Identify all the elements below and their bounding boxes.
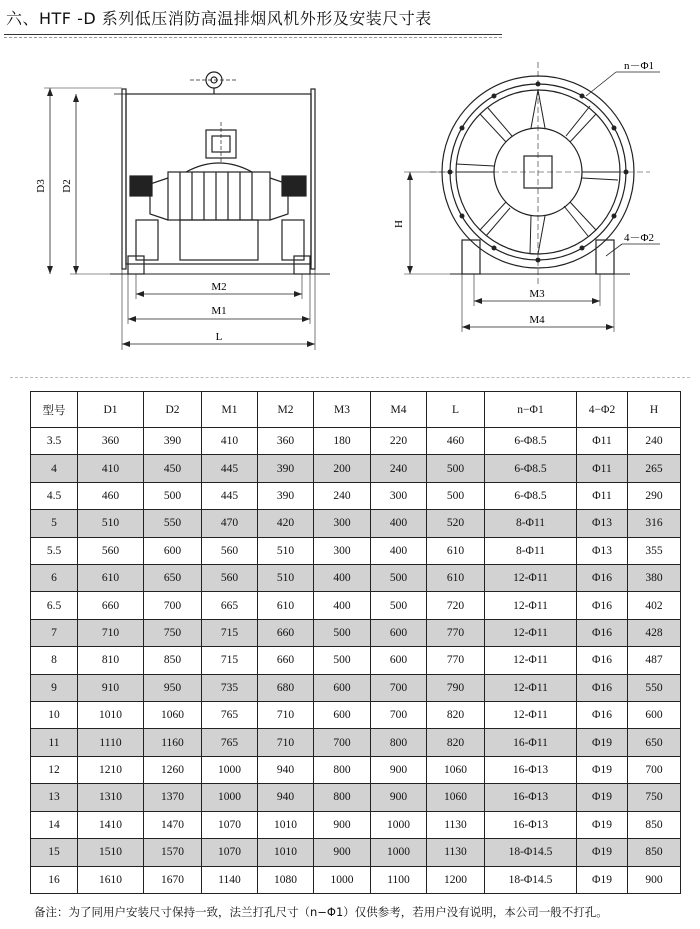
table-cell: 770: [427, 647, 485, 674]
table-cell: 1010: [258, 811, 314, 838]
table-cell: 900: [314, 839, 371, 866]
column-header: D1: [78, 392, 144, 428]
table-row: [31, 839, 681, 866]
table-cell: 16: [31, 866, 78, 894]
column-header: M2: [258, 392, 314, 428]
table-cell: 560: [202, 565, 258, 592]
table-cell: 500: [314, 647, 371, 674]
table-cell: 14: [31, 811, 78, 838]
table-cell: 1130: [427, 811, 485, 838]
table-cell: 460: [427, 428, 485, 455]
table-cell: 790: [427, 674, 485, 701]
table-cell: Φ13: [577, 537, 628, 564]
table-cell: 1000: [371, 811, 427, 838]
table-cell: 6-Φ8.5: [485, 455, 577, 482]
table-cell: 850: [628, 839, 681, 866]
label-h: H: [393, 220, 405, 228]
table-cell: 12-Φ11: [485, 674, 577, 701]
table-cell: 18-Φ14.5: [485, 866, 577, 894]
table-cell: Φ16: [577, 592, 628, 619]
table-cell: 710: [78, 619, 144, 646]
table-cell: 16-Φ13: [485, 784, 577, 811]
table-cell: 265: [628, 455, 681, 482]
table-cell: 18-Φ14.5: [485, 839, 577, 866]
table-row: [31, 811, 681, 838]
table-cell: 400: [371, 510, 427, 537]
table-row: [31, 866, 681, 894]
table-cell: 16-Φ11: [485, 729, 577, 756]
table-cell: 1470: [144, 811, 202, 838]
table-row: [31, 510, 681, 537]
table-cell: 445: [202, 482, 258, 509]
table-cell: 550: [628, 674, 681, 701]
table-cell: 240: [628, 428, 681, 455]
table-cell: 765: [202, 729, 258, 756]
table-cell: 220: [371, 428, 427, 455]
table-cell: Φ16: [577, 647, 628, 674]
dimension-table: [30, 391, 681, 894]
table-cell: 850: [144, 647, 202, 674]
table-cell: 360: [78, 428, 144, 455]
table-cell: 290: [628, 482, 681, 509]
table-cell: 400: [371, 537, 427, 564]
table-cell: 550: [144, 510, 202, 537]
table-cell: 900: [314, 811, 371, 838]
table-cell: 1140: [202, 866, 258, 894]
table-cell: 710: [258, 702, 314, 729]
table-cell: 700: [314, 729, 371, 756]
table-cell: 700: [144, 592, 202, 619]
table-cell: 380: [628, 565, 681, 592]
table-cell: 1060: [144, 702, 202, 729]
table-cell: 610: [427, 537, 485, 564]
table-cell: 500: [371, 565, 427, 592]
table-cell: 940: [258, 784, 314, 811]
table-cell: Φ19: [577, 839, 628, 866]
table-cell: 200: [314, 455, 371, 482]
foot-right-front: [596, 240, 614, 274]
table-cell: 1000: [371, 839, 427, 866]
table-cell: 500: [371, 592, 427, 619]
column-header: H: [628, 392, 681, 428]
table-cell: 1080: [258, 866, 314, 894]
table-cell: 900: [628, 866, 681, 894]
table-cell: 800: [314, 756, 371, 783]
table-cell: 910: [78, 674, 144, 701]
table-cell: 5: [31, 510, 78, 537]
table-row: [31, 482, 681, 509]
left-flange: [122, 89, 126, 269]
table-cell: 665: [202, 592, 258, 619]
table-cell: 16-Φ13: [485, 811, 577, 838]
column-header: M3: [314, 392, 371, 428]
table-cell: 1000: [202, 784, 258, 811]
table-cell: Φ16: [577, 702, 628, 729]
table-cell: 720: [427, 592, 485, 619]
table-cell: 735: [202, 674, 258, 701]
motor-mount-left: [130, 176, 152, 196]
label-4-phi2: 4－Φ2: [624, 232, 655, 244]
table-cell: Φ19: [577, 756, 628, 783]
table-cell: Φ13: [577, 510, 628, 537]
table-cell: 240: [371, 455, 427, 482]
table-cell: 6-Φ8.5: [485, 428, 577, 455]
table-cell: 810: [78, 647, 144, 674]
table-row: [31, 537, 681, 564]
table-cell: 500: [427, 482, 485, 509]
table-cell: 390: [258, 482, 314, 509]
column-header: D2: [144, 392, 202, 428]
foot-left-front: [462, 240, 480, 274]
table-cell: 7: [31, 619, 78, 646]
table-cell: 1100: [371, 866, 427, 894]
table-cell: 390: [258, 455, 314, 482]
table-cell: Φ16: [577, 565, 628, 592]
table-cell: 300: [314, 510, 371, 537]
label-m1: M1: [211, 305, 227, 317]
title-underline: [4, 34, 502, 35]
table-cell: 1610: [78, 866, 144, 894]
table-cell: 1010: [78, 702, 144, 729]
table-cell: 900: [371, 756, 427, 783]
table-cell: 16-Φ13: [485, 756, 577, 783]
table-cell: 500: [144, 482, 202, 509]
table-cell: 355: [628, 537, 681, 564]
table-cell: 1510: [78, 839, 144, 866]
table-cell: 410: [78, 455, 144, 482]
table-cell: 600: [371, 619, 427, 646]
table-row: [31, 729, 681, 756]
page-title: 六、HTF -D 系列低压消防高温排烟风机外形及安装尺寸表: [6, 9, 432, 28]
title-underline-dashed: [4, 37, 502, 38]
table-row: [31, 756, 681, 783]
table-row: [31, 565, 681, 592]
table-cell: 700: [628, 756, 681, 783]
column-header: 型号: [31, 392, 78, 428]
table-cell: 180: [314, 428, 371, 455]
table-cell: 450: [144, 455, 202, 482]
table-cell: 9: [31, 674, 78, 701]
table-cell: 1060: [427, 756, 485, 783]
table-cell: 11: [31, 729, 78, 756]
table-cell: 1060: [427, 784, 485, 811]
table-cell: 800: [371, 729, 427, 756]
table-cell: 560: [78, 537, 144, 564]
table-cell: 510: [258, 565, 314, 592]
table-cell: 300: [371, 482, 427, 509]
table-cell: 1670: [144, 866, 202, 894]
fan-dimension-drawings: [0, 44, 700, 380]
footnote: 备注：为了同用户安装尺寸保持一致，法兰打孔尺寸（n−Φ1）仅供参考，若用户没有说明，本公司一般不打孔。: [34, 905, 608, 919]
table-cell: Φ19: [577, 866, 628, 894]
table-cell: 1210: [78, 756, 144, 783]
table-cell: 400: [314, 592, 371, 619]
table-cell: 402: [628, 592, 681, 619]
table-row: [31, 592, 681, 619]
label-d2: D2: [61, 179, 73, 193]
table-cell: 410: [202, 428, 258, 455]
table-cell: 12-Φ11: [485, 619, 577, 646]
table-row: [31, 647, 681, 674]
table-cell: 10: [31, 702, 78, 729]
table-row: [31, 702, 681, 729]
table-cell: 460: [78, 482, 144, 509]
table-cell: 700: [371, 674, 427, 701]
table-cell: 6-Φ8.5: [485, 482, 577, 509]
table-cell: 8: [31, 647, 78, 674]
table-cell: 770: [427, 619, 485, 646]
table-row: [31, 619, 681, 646]
table-cell: 1200: [427, 866, 485, 894]
table-cell: 600: [371, 647, 427, 674]
table-cell: 300: [314, 537, 371, 564]
table-cell: 15: [31, 839, 78, 866]
table-row: [31, 455, 681, 482]
table-cell: 1000: [314, 866, 371, 894]
foot-right: [294, 256, 310, 274]
section-divider: [10, 377, 690, 378]
table-cell: 660: [258, 619, 314, 646]
table-cell: 445: [202, 455, 258, 482]
table-cell: 560: [202, 537, 258, 564]
right-flange: [311, 89, 315, 269]
table-cell: 715: [202, 647, 258, 674]
table-cell: 700: [371, 702, 427, 729]
table-cell: 6.5: [31, 592, 78, 619]
table-cell: 510: [78, 510, 144, 537]
table-cell: Φ19: [577, 811, 628, 838]
table-cell: 240: [314, 482, 371, 509]
table-cell: 12-Φ11: [485, 647, 577, 674]
table-cell: 510: [258, 537, 314, 564]
motor-body: [168, 172, 270, 220]
table-cell: 715: [202, 619, 258, 646]
table-cell: 1070: [202, 811, 258, 838]
table-cell: 1310: [78, 784, 144, 811]
table-cell: 12-Φ11: [485, 565, 577, 592]
label-m2: M2: [211, 281, 227, 293]
table-cell: 610: [427, 565, 485, 592]
table-cell: 1130: [427, 839, 485, 866]
table-cell: 500: [314, 619, 371, 646]
table-cell: Φ19: [577, 784, 628, 811]
table-cell: 500: [427, 455, 485, 482]
table-cell: 5.5: [31, 537, 78, 564]
table-cell: 420: [258, 510, 314, 537]
table-cell: 800: [314, 784, 371, 811]
table-cell: 390: [144, 428, 202, 455]
table-cell: 950: [144, 674, 202, 701]
table-header-row: [31, 392, 681, 428]
table-cell: 1070: [202, 839, 258, 866]
table-cell: Φ19: [577, 729, 628, 756]
table-cell: 650: [144, 565, 202, 592]
table-cell: 8-Φ11: [485, 510, 577, 537]
label-m4: M4: [529, 314, 545, 326]
column-header: n−Φ1: [485, 392, 577, 428]
table-cell: Φ11: [577, 428, 628, 455]
table-cell: 660: [258, 647, 314, 674]
table-cell: 316: [628, 510, 681, 537]
table-cell: 1570: [144, 839, 202, 866]
table-cell: 3.5: [31, 428, 78, 455]
motor-mount-right: [282, 176, 306, 196]
table-row: [31, 674, 681, 701]
table-cell: 1260: [144, 756, 202, 783]
label-d3: D3: [35, 179, 47, 193]
table-cell: 400: [314, 565, 371, 592]
table-cell: Φ16: [577, 619, 628, 646]
table-row: [31, 428, 681, 455]
table-cell: 360: [258, 428, 314, 455]
table-cell: 4: [31, 455, 78, 482]
table-cell: 600: [628, 702, 681, 729]
table-cell: 8-Φ11: [485, 537, 577, 564]
table-cell: 900: [371, 784, 427, 811]
table-cell: 1000: [202, 756, 258, 783]
table-cell: Φ11: [577, 455, 628, 482]
side-view-drawing: [44, 72, 330, 350]
table-cell: 12: [31, 756, 78, 783]
table-cell: 765: [202, 702, 258, 729]
table-cell: 600: [314, 702, 371, 729]
table-cell: 487: [628, 647, 681, 674]
table-cell: 750: [628, 784, 681, 811]
table-cell: 470: [202, 510, 258, 537]
table-cell: 12-Φ11: [485, 702, 577, 729]
table-cell: 680: [258, 674, 314, 701]
table-cell: Φ11: [577, 482, 628, 509]
table-cell: 1370: [144, 784, 202, 811]
table-cell: 610: [78, 565, 144, 592]
table-cell: 1410: [78, 811, 144, 838]
table-cell: 710: [258, 729, 314, 756]
label-n-phi1: n－Φ1: [624, 60, 655, 72]
label-l: L: [215, 331, 223, 343]
table-cell: 820: [427, 729, 485, 756]
table-cell: 12-Φ11: [485, 592, 577, 619]
table-cell: Φ16: [577, 674, 628, 701]
table-cell: 1110: [78, 729, 144, 756]
table-cell: 820: [427, 702, 485, 729]
table-cell: 600: [314, 674, 371, 701]
column-header: 4−Φ2: [577, 392, 628, 428]
table-cell: 1160: [144, 729, 202, 756]
table-cell: 13: [31, 784, 78, 811]
table-cell: 1010: [258, 839, 314, 866]
table-cell: 610: [258, 592, 314, 619]
column-header: L: [427, 392, 485, 428]
table-cell: 6: [31, 565, 78, 592]
table-cell: 4.5: [31, 482, 78, 509]
label-m3: M3: [529, 288, 545, 300]
table-cell: 650: [628, 729, 681, 756]
column-header: M4: [371, 392, 427, 428]
column-header: M1: [202, 392, 258, 428]
table-cell: 600: [144, 537, 202, 564]
table-row: [31, 784, 681, 811]
table-cell: 940: [258, 756, 314, 783]
table-cell: 750: [144, 619, 202, 646]
table-cell: 520: [427, 510, 485, 537]
table-cell: 660: [78, 592, 144, 619]
table-cell: 850: [628, 811, 681, 838]
table-cell: 428: [628, 619, 681, 646]
